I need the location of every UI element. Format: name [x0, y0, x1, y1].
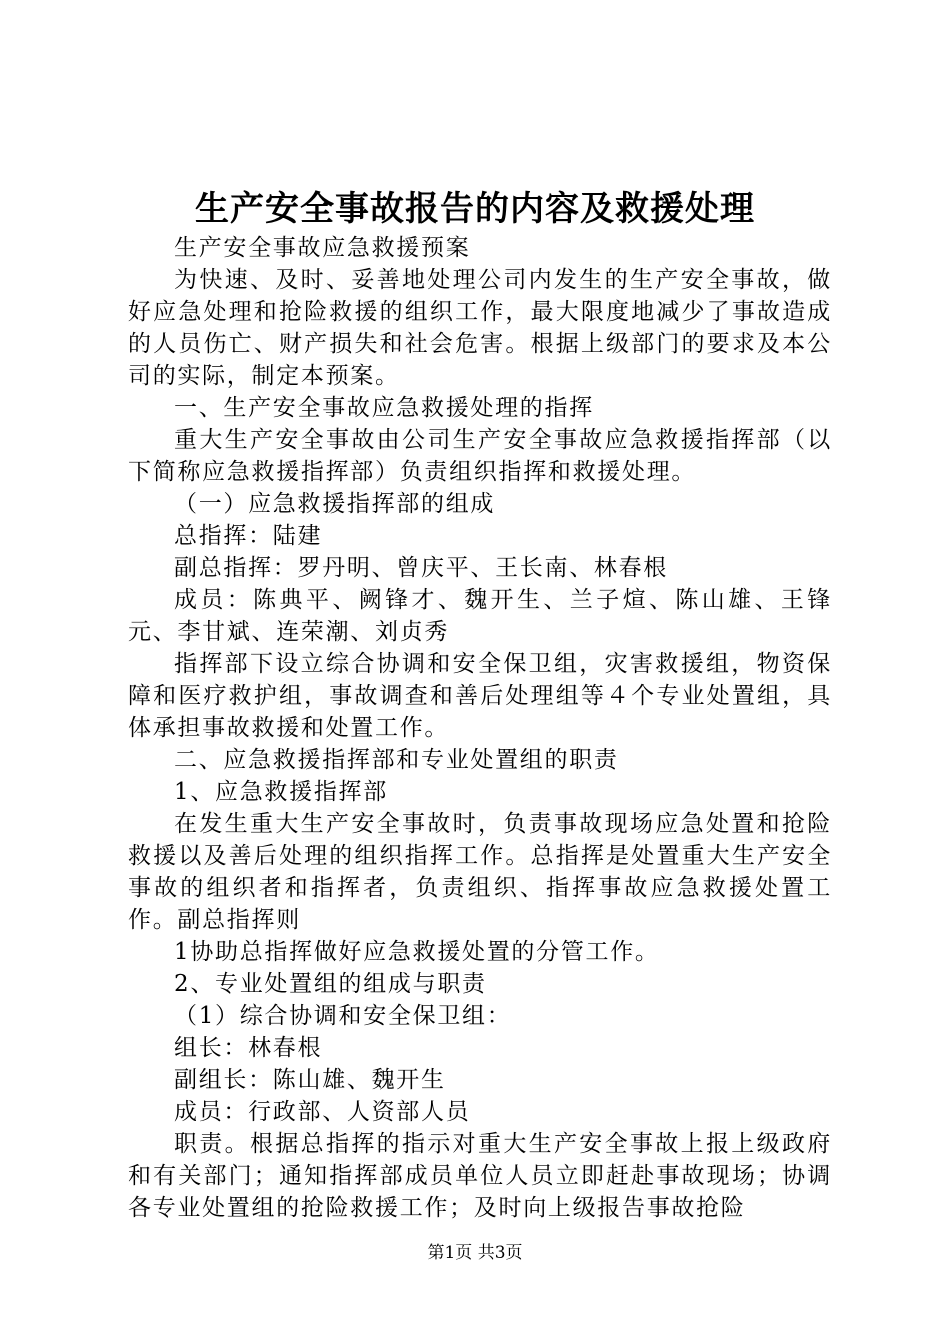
document-body [128, 232, 832, 1224]
paragraph: 一、生产安全事故应急救援处理的指挥 [174, 395, 594, 421]
paragraph: 重大生产安全事故由公司生产安全事故应急救援指挥部（以下简称应急救援指挥部）负责组织指挥和救援处理。 [128, 427, 832, 485]
page-number-footer: 第1页 共3页 [427, 1243, 523, 1263]
document-title: 生产安全事故报告的内容及救援处理 [195, 189, 755, 229]
paragraph: 副总指挥：罗丹明、曾庆平、王长南、林春根 [174, 555, 668, 581]
paragraph: 副组长：陈山雄、魏开生 [174, 1067, 446, 1093]
paragraph: 指挥部下设立综合协调和安全保卫组，灾害救援组，物资保障和医疗救护组，事故调查和善后处理组等４个专业处置组，具体承担事故救援和处置工作。 [128, 651, 832, 741]
paragraph: （1）综合协调和安全保卫组： [174, 1003, 512, 1029]
paragraph: 为快速、及时、妥善地处理公司内发生的生产安全事故，做好应急处理和抢险救援的组织工作，最大限度地减少了事故造成的人员伤亡、财产损失和社会危害。根据上级部门的要求及本公司的实际，制定本预案。 [128, 267, 832, 389]
paragraph: 1、应急救援指挥部 [174, 779, 388, 805]
paragraph: 组长：林春根 [174, 1035, 323, 1061]
paragraph: 成员：行政部、人资部人员 [174, 1099, 471, 1125]
paragraph: 成员：陈典平、阙锋才、魏开生、兰子煊、陈山雄、王锋元、李甘斌、连荣潮、刘贞秀 [128, 587, 832, 645]
paragraph: 总指挥：陆建 [174, 523, 323, 549]
paragraph: （一）应急救援指挥部的组成 [174, 491, 496, 517]
paragraph: 生产安全事故应急救援预案 [174, 235, 471, 261]
paragraph: 二、应急救援指挥部和专业处置组的职责 [174, 747, 619, 773]
paragraph: 2、专业处置组的组成与职责 [174, 971, 487, 997]
paragraph: 1协助总指挥做好应急救援处置的分管工作。 [174, 939, 660, 965]
paragraph: 在发生重大生产安全事故时，负责事故现场应急处置和抢险救援以及善后处理的组织指挥工作。总指挥是处置重大生产安全事故的组织者和指挥者，负责组织、指挥事故应急救援处置工作。副总指挥则 [128, 811, 832, 933]
paragraph: 职责。根据总指挥的指示对重大生产安全事故上报上级政府和有关部门；通知指挥部成员单位人员立即赶赴事故现场；协调各专业处置组的抢险救援工作；及时向上级报告事故抢险 [128, 1131, 832, 1221]
